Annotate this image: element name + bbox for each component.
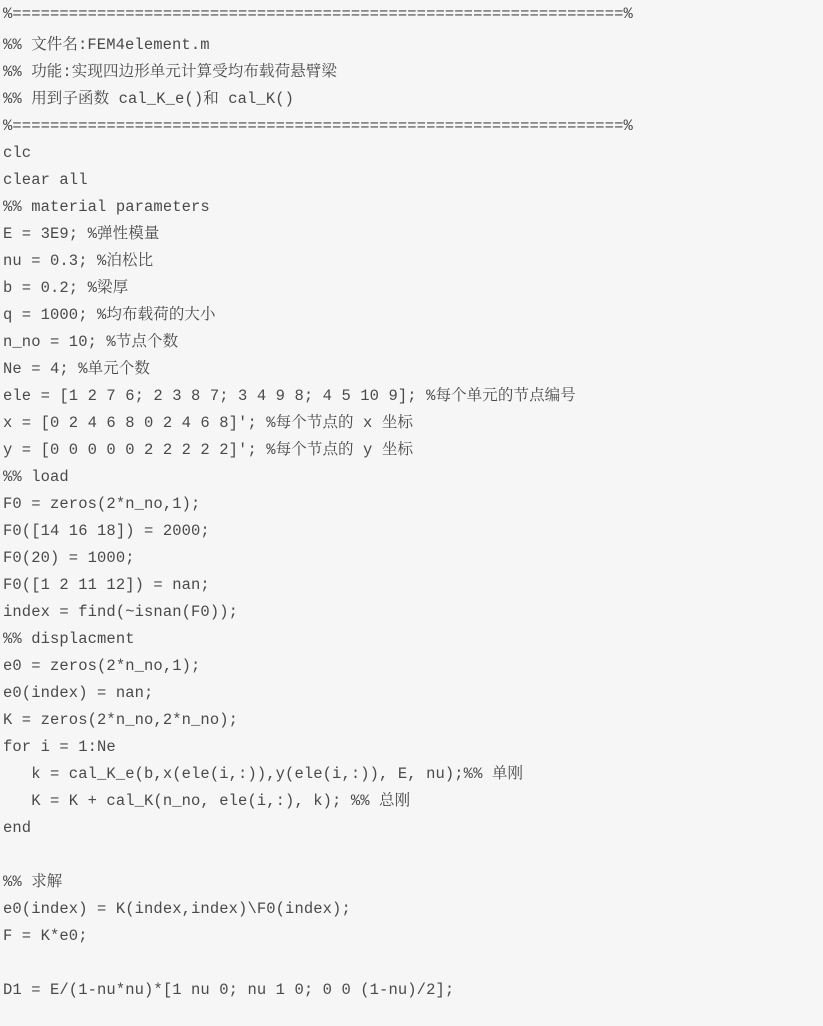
code-line-16: x = [0 2 4 6 8 0 2 4 6 8]'; %每个节点的 x 坐标 [3,414,414,432]
code-line-2: %% 文件名:FEM4element.m [3,36,210,54]
code-line-31: end [3,819,32,837]
code-line-14: Ne = 4; %单元个数 [3,360,151,378]
code-line-34: e0(index) = K(index,index)\F0(index); [3,900,351,918]
code-line-4: %% 用到子函数 cal_K_e()和 cal_K() [3,90,295,108]
code-line-8: %% material parameters [3,198,210,216]
code-line-3: %% 功能:实现四边形单元计算受均布载荷悬臂梁 [3,63,338,81]
code-line-25: e0 = zeros(2*n_no,1); [3,657,201,675]
code-line-7: clear all [3,171,88,189]
code-line-27: K = zeros(2*n_no,2*n_no); [3,711,239,729]
code-line-15: ele = [1 2 7 6; 2 3 8 7; 3 4 9 8; 4 5 10 9]; %每个单元的节点编号 [3,387,576,405]
code-line-1: %=================================================================% [3,5,633,23]
code-line-23: index = find(~isnan(F0)); [3,603,239,621]
code-line-18: %% load [3,468,69,486]
code-line-29: k = cal_K_e(b,x(ele(i,:)),y(ele(i,:)), E, nu);%% 单刚 [3,765,524,783]
code-line-6: clc [3,144,32,162]
code-line-5: %=================================================================% [3,117,633,135]
code-line-35: F = K*e0; [3,927,88,945]
code-line-17: y = [0 0 0 0 0 2 2 2 2 2]'; %每个节点的 y 坐标 [3,441,414,459]
code-line-28: for i = 1:Ne [3,738,116,756]
code-line-33: %% 求解 [3,873,63,891]
code-line-19: F0 = zeros(2*n_no,1); [3,495,201,513]
code-line-20: F0([14 16 18]) = 2000; [3,522,210,540]
code-line-11: b = 0.2; %梁厚 [3,279,129,297]
code-line-37: D1 = E/(1-nu*nu)*[1 nu 0; nu 1 0; 0 0 (1-nu)/2]; [3,981,455,999]
code-line-22: F0([1 2 11 12]) = nan; [3,576,210,594]
code-line-26: e0(index) = nan; [3,684,154,702]
code-line-9: E = 3E9; %弹性模量 [3,225,160,243]
code-line-24: %% displacment [3,630,135,648]
code-line-30: K = K + cal_K(n_no, ele(i,:), k); %% 总刚 [3,792,411,810]
code-line-10: nu = 0.3; %泊松比 [3,252,154,270]
code-line-12: q = 1000; %均布载荷的大小 [3,306,216,324]
code-line-21: F0(20) = 1000; [3,549,135,567]
code-line-13: n_no = 10; %节点个数 [3,333,179,351]
